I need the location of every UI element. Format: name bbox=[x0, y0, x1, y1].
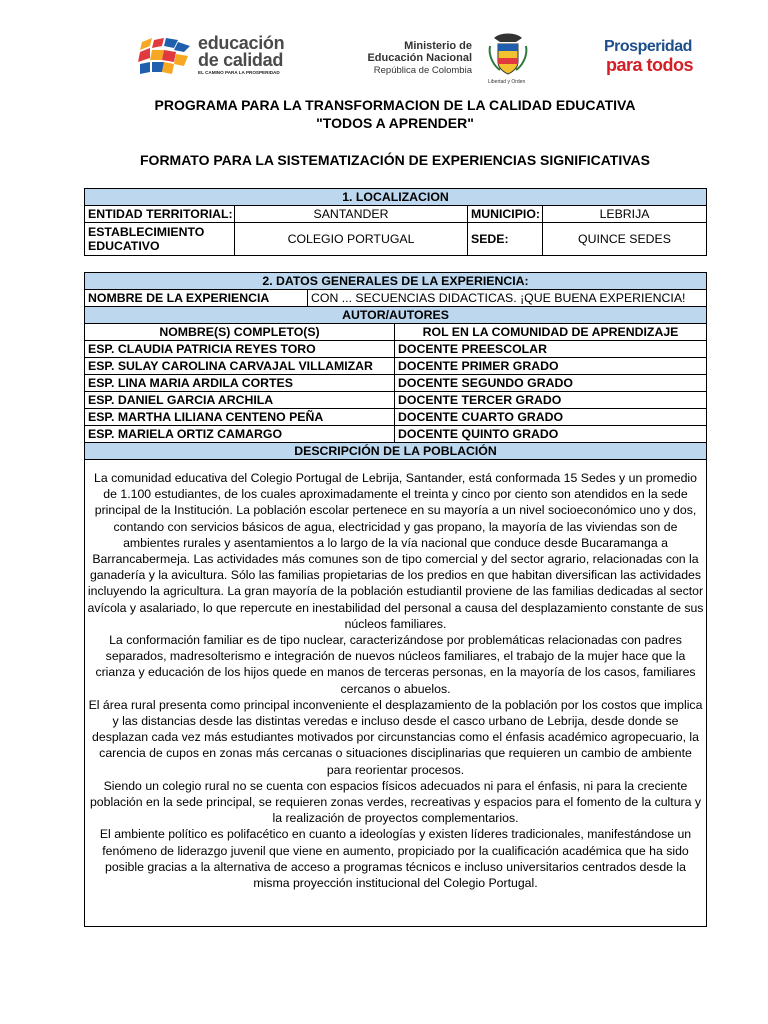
ministerio-line1: Ministerio de bbox=[404, 40, 472, 52]
author-name: ESP. MARTHA LILIANA CENTENO PEÑA bbox=[85, 409, 395, 426]
institution-label-line2: EDUCATIVO bbox=[88, 239, 160, 253]
author-role: DOCENTE QUINTO GRADO bbox=[395, 426, 707, 443]
educacion-de-calidad-logo bbox=[138, 34, 298, 78]
population-header: DESCRIPCIÓN DE LA POBLACIÓN bbox=[85, 443, 707, 460]
ministerio-motto: Libertad y Orden bbox=[488, 79, 526, 85]
col-names-header: NOMBRE(S) COMPLETO(S) bbox=[85, 324, 395, 341]
experience-name-label: NOMBRE DE LA EXPERIENCIA bbox=[85, 290, 308, 307]
population-paragraph: El ambiente político es polifacético en cuanto a ideologías y existen líderes tradicionales, manifestándose un fenómeno de liderazgo juvenil que viene en aumento, propiciado por la cualificación académica que ha sido posible gracias a la alternativa de acceso a programas técnicos e incluso universitarios centrados desde la misma proyección institucional del Colegio Portugal. bbox=[99, 827, 692, 891]
authors-header: AUTOR/AUTORES bbox=[85, 307, 707, 324]
document-header bbox=[0, 0, 768, 95]
campus-value: QUINCE SEDES bbox=[543, 223, 707, 256]
municipality-value: LEBRIJA bbox=[543, 206, 707, 223]
author-name: ESP. CLAUDIA PATRICIA REYES TORO bbox=[85, 341, 395, 358]
educacion-logo-tagline: EL CAMINO PARA LA PROSPERIDAD bbox=[198, 70, 280, 75]
author-name: ESP. SULAY CAROLINA CARVAJAL VILLAMIZAR bbox=[85, 358, 395, 375]
author-name: ESP. DANIEL GARCIA ARCHILA bbox=[85, 392, 395, 409]
location-header: 1. LOCALIZACION bbox=[85, 189, 707, 206]
educacion-logo-line2: de calidad bbox=[198, 50, 284, 70]
experience-header: 2. DATOS GENERALES DE LA EXPERIENCIA: bbox=[85, 273, 707, 290]
author-role: DOCENTE TERCER GRADO bbox=[395, 392, 707, 409]
institution-label-line1: ESTABLECIMIENTO bbox=[88, 225, 205, 239]
prosperidad-line2: para todos bbox=[606, 55, 694, 75]
author-role: DOCENTE PRIMER GRADO bbox=[395, 358, 707, 375]
table-row bbox=[85, 375, 707, 392]
population-paragraph: La comunidad educativa del Colegio Portugal de Lebrija, Santander, está conformada 15 Sedes y un promedio de 1.100 estudiantes, de los cuales aproximadamente el treinta y cinco por ciento son atendidos en la sede principal de la Institución. La población escolar pertenece en su mayoría a un nivel socioeconómico uno y dos, contando con servicios básicos de agua, electricidad y gas propano, la mayoría de las viviendas son de ambientes rurales y asentamientos a lo largo de la vía nacional que conduce desde Bucaramanga a Barrancabermeja. Las actividades más comunes son de tipo comercial y del sector agrario, relacionadas con la ganadería y la avicultura. Sólo las familias propietarias de los predios en que habitan diversifican las actividades incluyendo la agricultura. La gran mayoría de la población estudiantil proviene de las familias dedicadas al sector avícola y asalariado, lo que repercute en inestabilidad del personal a causa del desplazamiento constante de sus núcleos familiares. bbox=[87, 471, 704, 631]
format-title: FORMATO PARA LA SISTEMATIZACIÓN DE EXPERIENCIAS SIGNIFICATIVAS bbox=[140, 152, 650, 168]
table-row bbox=[85, 341, 707, 358]
institution-value: COLEGIO PORTUGAL bbox=[235, 223, 468, 256]
table-row bbox=[85, 409, 707, 426]
experience-name-value: CON ... SECUENCIAS DIDACTICAS. ¡QUE BUENA EXPERIENCIA! bbox=[308, 290, 707, 307]
location-table bbox=[84, 188, 707, 256]
col-role-header: ROL EN LA COMUNIDAD DE APRENDIZAJE bbox=[395, 324, 707, 341]
author-role: DOCENTE CUARTO GRADO bbox=[395, 409, 707, 426]
author-role: DOCENTE SEGUNDO GRADO bbox=[395, 375, 707, 392]
ministerio-line3: República de Colombia bbox=[373, 65, 472, 76]
author-role: DOCENTE PREESCOLAR bbox=[395, 341, 707, 358]
program-name-title: "TODOS A APRENDER" bbox=[316, 115, 474, 131]
institution-label bbox=[85, 223, 235, 256]
educacion-logo-line1: educación bbox=[198, 33, 285, 53]
population-paragraph: La conformación familiar es de tipo nuclear, caracterizándose por problemáticas relacionadas con padres separados, madresolterismo e integración de nuevos núcleos familiares, el trabajo de la mujer hace que la crianza y educación de los hijos quede en manos de terceras personas, en la mayoría de los casos, familiares cercanos o abuelos. bbox=[95, 633, 696, 696]
municipality-label: MUNICIPIO: bbox=[468, 206, 543, 223]
prosperidad-para-todos-logo bbox=[600, 38, 700, 82]
prosperidad-line1: Prosperidad bbox=[604, 38, 692, 55]
colombia-coat-of-arms-icon bbox=[486, 32, 530, 80]
colored-arrows-logo-icon bbox=[138, 38, 194, 76]
program-title: PROGRAMA PARA LA TRANSFORMACION DE LA CALIDAD EDUCATIVA bbox=[154, 97, 636, 113]
ministerio-educacion-logo bbox=[362, 38, 542, 88]
ministerio-line2: Educación Nacional bbox=[367, 52, 472, 64]
population-paragraph: Siendo un colegio rural no se cuenta con espacios físicos adecuados ni para el énfasis, ni para la creciente población en la sede principal, se requieren zonas verdes, recreativas y espacios para el fomento de la cultura y la realización de proyectos complementarios. bbox=[89, 778, 702, 826]
campus-label: SEDE: bbox=[468, 223, 543, 256]
population-description bbox=[85, 460, 707, 927]
experience-table bbox=[84, 272, 707, 927]
entity-label: ENTIDAD TERRITORIAL: bbox=[85, 206, 235, 223]
author-name: ESP. MARIELA ORTIZ CAMARGO bbox=[85, 426, 395, 443]
table-row bbox=[85, 358, 707, 375]
entity-value: SANTANDER bbox=[235, 206, 468, 223]
population-paragraph: El área rural presenta como principal inconveniente el desplazamiento de la población por los costos que implica y las distancias desde las distintas veredas e incluso desde el casco urbano de Lebrija, desde donde se desplazan cada vez más estudiantes motivados por circunstancias como el énfasis académico agropecuario, la carencia de cupos en zonas más cercanas o situaciones disciplinarias que requieren un cambio de ambiente para reorientar procesos. bbox=[88, 697, 703, 777]
table-row bbox=[85, 426, 707, 443]
table-row bbox=[85, 392, 707, 409]
author-name: ESP. LINA MARIA ARDILA CORTES bbox=[85, 375, 395, 392]
